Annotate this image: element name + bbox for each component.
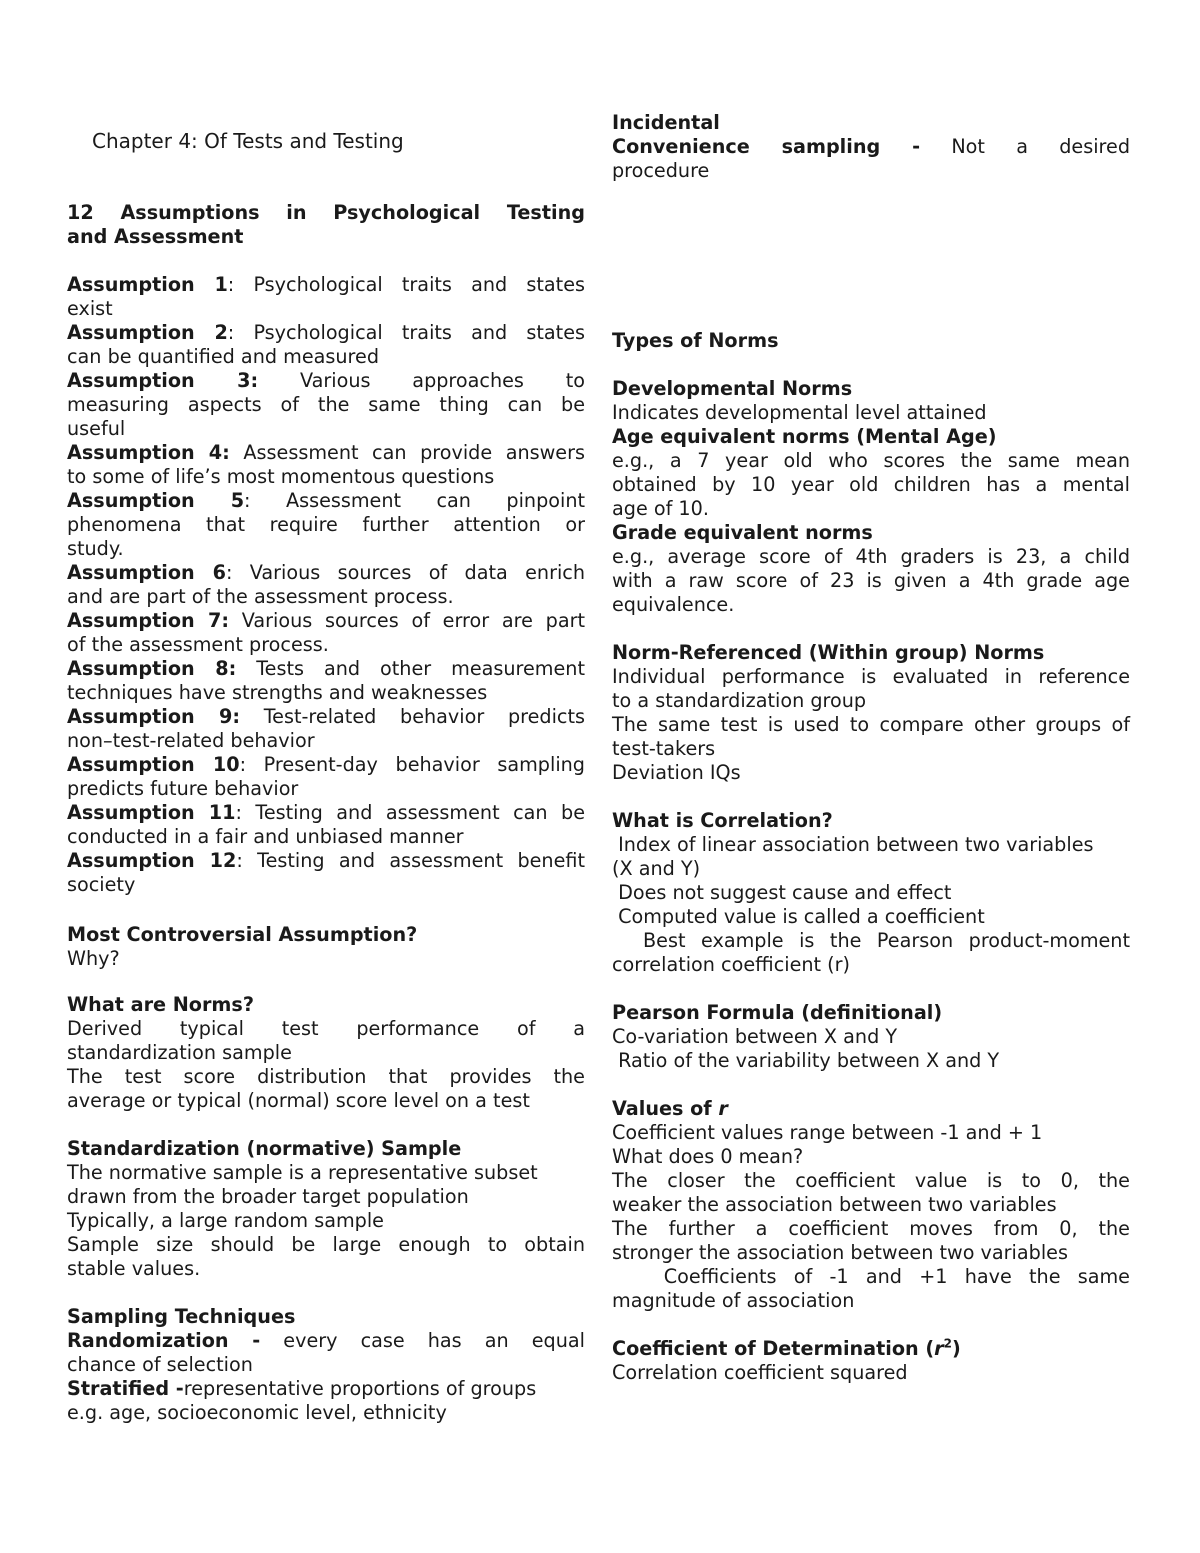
developmental-text	[612, 401, 1130, 425]
text: Correlation coefficient squared	[612, 1361, 908, 1384]
assumption-line	[67, 657, 585, 681]
assumption-label: Assumption 11	[67, 801, 236, 824]
text: Co-variation between X and Y	[612, 1025, 898, 1048]
bold-label: Types of Norms	[612, 329, 779, 352]
norms-line	[67, 1017, 585, 1041]
text: The test score distribution that provides the	[67, 1065, 585, 1088]
assumption-text: : Testing and assessment can be	[235, 801, 585, 824]
pearson-line	[612, 1025, 1130, 1049]
spacer	[67, 897, 585, 923]
norms-line	[67, 1041, 585, 1065]
norms-line	[67, 1065, 585, 1089]
assumption-text: : Testing and assessment benefit	[236, 849, 586, 872]
text: stable values.	[67, 1257, 201, 1280]
spacer	[612, 1073, 1130, 1097]
assumption-text: useful	[67, 417, 126, 440]
assumption-line	[67, 297, 585, 321]
bold-label: Most Controversial Assumption?	[67, 923, 418, 946]
sampling-heading	[67, 1305, 585, 1329]
text: Typically, a large random sample	[67, 1209, 384, 1232]
assumption-text: : Psychological traits and states	[227, 273, 585, 296]
correlation-line	[612, 953, 1130, 977]
assumption-line	[67, 801, 585, 825]
bold-label: )	[952, 1337, 961, 1360]
assumption-line	[67, 513, 585, 537]
text: Coefficients of -1 and +1 have the same	[612, 1265, 1130, 1288]
assumption-line	[67, 273, 585, 297]
assumption-line	[67, 729, 585, 753]
text: Ratio of the variability between X and Y	[612, 1049, 1000, 1072]
correlation-line	[612, 881, 1130, 905]
age-line	[612, 473, 1130, 497]
superscript-2: 2	[943, 1336, 952, 1351]
spacer	[612, 1313, 1130, 1337]
assumption-label: Assumption 1	[67, 273, 228, 296]
controversial-heading	[67, 923, 585, 947]
controversial-text	[67, 947, 585, 971]
text: Derived typical test performance of a	[67, 1017, 585, 1040]
spacer	[612, 0, 1130, 111]
text: magnitude of association	[612, 1289, 855, 1312]
bold-label: Developmental Norms	[612, 377, 853, 400]
bold-label: Pearson Formula (definitional)	[612, 1001, 943, 1024]
chapter-title: Chapter 4: Of Tests and Testing	[92, 129, 404, 153]
normref-line	[612, 713, 1130, 737]
assumption-line	[67, 393, 585, 417]
values-heading	[612, 1097, 1130, 1121]
correlation-line	[612, 905, 1130, 929]
spacer	[612, 785, 1130, 809]
normref-line	[612, 761, 1130, 785]
assumption-text: conducted in a fair and unbiased manner	[67, 825, 464, 848]
norms-heading	[67, 993, 585, 1017]
text: Deviation IQs	[612, 761, 741, 784]
assumption-text: : Psychological traits and states	[227, 321, 585, 344]
assumption-text: to some of life’s most momentous questions	[67, 465, 495, 488]
text: standardization sample	[67, 1041, 292, 1064]
text: Computed value is called a coefficient	[612, 905, 985, 928]
correlation-line	[612, 833, 1130, 857]
bold-label: Age equivalent norms (Mental Age)	[612, 425, 997, 448]
assumption-line	[67, 369, 585, 393]
bold-label: Sampling Techniques	[67, 1305, 296, 1328]
convenience-line	[612, 135, 1130, 159]
text: correlation coefficient (r)	[612, 953, 851, 976]
stratified-label: Stratified -	[67, 1377, 184, 1400]
text: age of 10.	[612, 497, 709, 520]
stratified-line	[67, 1401, 585, 1425]
page-title	[92, 129, 585, 153]
convenience-label: Convenience sampling -	[612, 135, 921, 158]
text: The normative sample is a representative subset	[67, 1161, 538, 1184]
randomization-line	[67, 1353, 585, 1377]
text: with a raw score of 23 is given a 4th grade age	[612, 569, 1130, 592]
assumption-text: measuring aspects of the same thing can be	[67, 393, 585, 416]
determination-heading	[612, 1337, 1130, 1361]
values-line	[612, 1121, 1130, 1145]
randomization-label: Randomization -	[67, 1329, 261, 1352]
assumption-line	[67, 873, 585, 897]
assumption-text: study.	[67, 537, 124, 560]
text: e.g., a 7 year old who scores the same mean	[612, 449, 1130, 472]
assumption-text: Various sources of error are part	[229, 609, 585, 632]
text: Coefficient values range between -1 and + 1	[612, 1121, 1043, 1144]
standardization-line	[67, 1233, 585, 1257]
text: weaker the association between two variables	[612, 1193, 1057, 1216]
assumption-text: phenomena that require further attention or	[67, 513, 585, 536]
pearson-line	[612, 1049, 1130, 1073]
bold-label: Standardization (normative) Sample	[67, 1137, 462, 1160]
assumptions-heading	[67, 225, 585, 249]
text: Indicates developmental level attained	[612, 401, 987, 424]
assumption-label: Assumption 8:	[67, 657, 237, 680]
bold-label: Coefficient of Determination (	[612, 1337, 935, 1360]
assumption-label: Assumption 7:	[67, 609, 230, 632]
correlation-line	[612, 929, 1130, 953]
bold-label: Grade equivalent norms	[612, 521, 873, 544]
convenience-line	[612, 159, 1130, 183]
text: Best example is the Pearson product-moment	[612, 929, 1130, 952]
assumption-line	[67, 321, 585, 345]
values-line	[612, 1289, 1130, 1313]
assumption-line	[67, 825, 585, 849]
bold-label: What are Norms?	[67, 993, 254, 1016]
assumption-label: Assumption 6	[67, 561, 226, 584]
assumption-line	[67, 777, 585, 801]
assumption-text: of the assessment process.	[67, 633, 329, 656]
bold-label: Norm-Referenced (Within group) Norms	[612, 641, 1045, 664]
incidental-label	[612, 111, 1130, 135]
standardization-line	[67, 1209, 585, 1233]
text: stronger the association between two variables	[612, 1241, 1068, 1264]
determination-text	[612, 1361, 1130, 1385]
assumption-line	[67, 681, 585, 705]
text: The further a coefficient moves from 0, the	[612, 1217, 1130, 1240]
randomization-line	[67, 1329, 585, 1353]
spacer	[612, 617, 1130, 641]
standardization-line	[67, 1185, 585, 1209]
text: Index of linear association between two variables	[612, 833, 1094, 856]
spacer	[67, 1113, 585, 1137]
assumption-text: : Assessment can pinpoint	[244, 489, 585, 512]
assumption-label: Assumption 4:	[67, 441, 230, 464]
assumption-line	[67, 417, 585, 441]
assumption-label: Assumption 2	[67, 321, 228, 344]
assumption-label: Assumption 5	[67, 489, 245, 512]
text: What does 0 mean?	[612, 1145, 804, 1168]
values-line	[612, 1241, 1130, 1265]
text: The same test is used to compare other groups of	[612, 713, 1130, 736]
assumptions-heading	[67, 201, 585, 225]
assumption-text: predicts future behavior	[67, 777, 299, 800]
correlation-line	[612, 857, 1130, 881]
assumption-text: can be quantified and measured	[67, 345, 379, 368]
assumption-label: Assumption 10	[67, 753, 240, 776]
assumption-line	[67, 489, 585, 513]
spacer	[67, 0, 585, 129]
assumption-label: Assumption 12	[67, 849, 237, 872]
assumption-text: : Various sources of data enrich	[225, 561, 585, 584]
assumption-line	[67, 537, 585, 561]
normref-line	[612, 737, 1130, 761]
assumption-text: and are part of the assessment process.	[67, 585, 454, 608]
assumption-line	[67, 633, 585, 657]
values-line	[612, 1265, 1130, 1289]
assumption-line	[67, 441, 585, 465]
values-line	[612, 1169, 1130, 1193]
text: e.g. age, socioeconomic level, ethnicity	[67, 1401, 447, 1424]
text: Why?	[67, 947, 120, 970]
r-symbol: r	[934, 1337, 944, 1360]
age-heading	[612, 425, 1130, 449]
assumption-line	[67, 345, 585, 369]
text: every case has an equal	[260, 1329, 585, 1352]
normref-line	[612, 665, 1130, 689]
text: test-takers	[612, 737, 716, 760]
spacer	[67, 249, 585, 273]
text: obtained by 10 year old children has a mental	[612, 473, 1130, 496]
text: average or typical (normal) score level on a test	[67, 1089, 530, 1112]
age-line	[612, 497, 1130, 521]
grade-line	[612, 593, 1130, 617]
assumption-text: techniques have strengths and weaknesses	[67, 681, 488, 704]
spacer	[612, 353, 1130, 377]
bold-label: and Assessment	[67, 225, 244, 248]
developmental-heading	[612, 377, 1130, 401]
assumption-text: Various approaches to	[258, 369, 586, 392]
text: Not a desired	[920, 135, 1131, 158]
assumption-line	[67, 585, 585, 609]
text: drawn from the broader target population	[67, 1185, 469, 1208]
text: Sample size should be large enough to obtain	[67, 1233, 585, 1256]
text: Does not suggest cause and effect	[612, 881, 952, 904]
correlation-heading	[612, 809, 1130, 833]
r-symbol: r	[718, 1097, 728, 1120]
types-heading	[612, 329, 1130, 353]
stratified-line	[67, 1377, 585, 1401]
spacer	[612, 977, 1130, 1001]
text: representative proportions of groups	[183, 1377, 537, 1400]
bold-label: 12 Assumptions in Psychological Testing	[67, 201, 585, 224]
text: The closer the coefficient value is to 0, the	[612, 1169, 1130, 1192]
standardization-heading	[67, 1137, 585, 1161]
norms-line	[67, 1089, 585, 1113]
assumption-line	[67, 705, 585, 729]
standardization-line	[67, 1161, 585, 1185]
values-line	[612, 1193, 1130, 1217]
spacer	[67, 153, 585, 201]
text: (X and Y)	[612, 857, 701, 880]
bold-label: Incidental	[612, 111, 720, 134]
assumption-text: : Present-day behavior sampling	[239, 753, 585, 776]
assumption-label: Assumption 3:	[67, 369, 259, 392]
normref-heading	[612, 641, 1130, 665]
text: e.g., average score of 4th graders is 23, a child	[612, 545, 1130, 568]
values-line	[612, 1217, 1130, 1241]
values-line	[612, 1145, 1130, 1169]
spacer	[67, 971, 585, 993]
assumption-text: Tests and other measurement	[236, 657, 585, 680]
assumption-text: non–test-related behavior	[67, 729, 315, 752]
text: procedure	[612, 159, 710, 182]
assumption-text: exist	[67, 297, 113, 320]
text: equivalence.	[612, 593, 735, 616]
age-line	[612, 449, 1130, 473]
grade-line	[612, 569, 1130, 593]
assumption-text: Assessment can provide answers	[229, 441, 585, 464]
left-column	[67, 0, 585, 1425]
spacer	[67, 1281, 585, 1305]
bold-label: What is Correlation?	[612, 809, 833, 832]
text: chance of selection	[67, 1353, 253, 1376]
spacer	[612, 183, 1130, 329]
text: to a standardization group	[612, 689, 867, 712]
normref-line	[612, 689, 1130, 713]
assumption-line	[67, 609, 585, 633]
assumption-line	[67, 561, 585, 585]
assumption-label: Assumption 9:	[67, 705, 240, 728]
assumption-line	[67, 753, 585, 777]
assumption-line	[67, 465, 585, 489]
assumption-line	[67, 849, 585, 873]
right-column	[612, 0, 1130, 1385]
grade-heading	[612, 521, 1130, 545]
assumption-text: Test-related behavior predicts	[240, 705, 585, 728]
grade-line	[612, 545, 1130, 569]
assumption-text: society	[67, 873, 136, 896]
standardization-line	[67, 1257, 585, 1281]
bold-label: Values of	[612, 1097, 719, 1120]
pearson-heading	[612, 1001, 1130, 1025]
text: Individual performance is evaluated in reference	[612, 665, 1130, 688]
